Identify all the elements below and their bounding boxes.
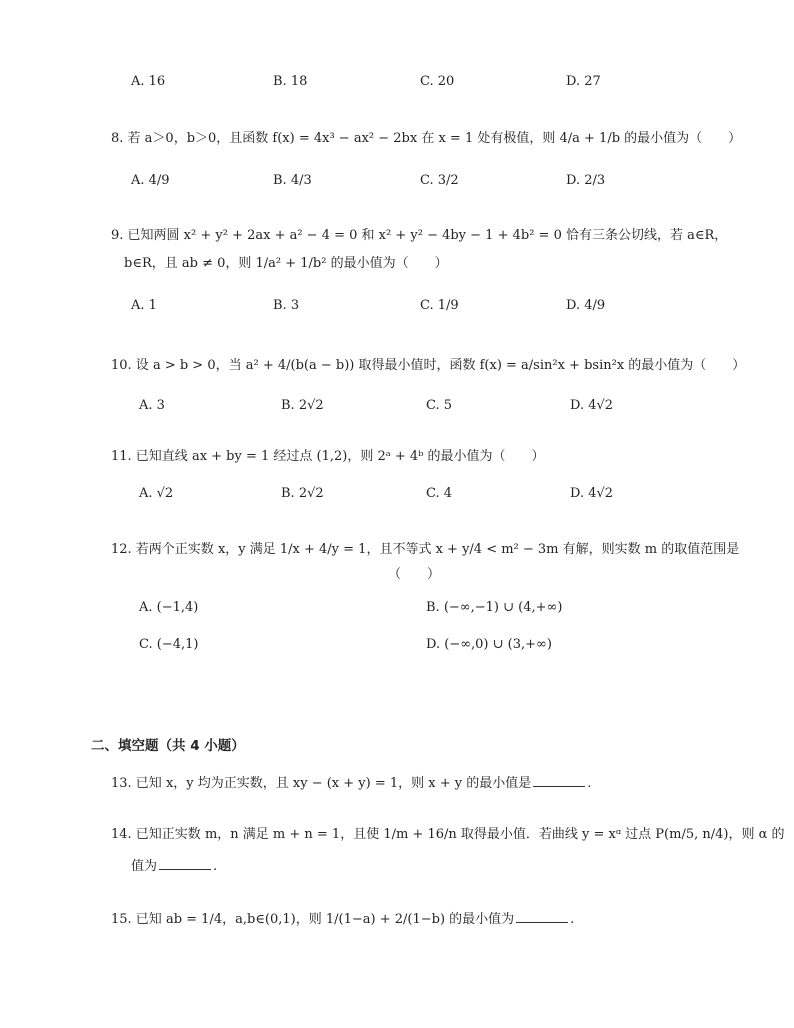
q9-option-b[interactable]: B. 3 [273,298,300,313]
q11-stem: 11. 已知直线 ax + by = 1 经过点 (1,2)，则 2ᵃ + 4ᵇ 的最小值为（ ） [111,449,545,464]
section-title-fill-in: 二、填空题（共 4 小题） [91,738,245,754]
q13-stem [111,774,591,793]
q12-stem-line2: （ ） [388,567,441,582]
q11-option-b[interactable]: B. 2√2 [281,486,324,501]
q9-stem-line1: 9. 已知两圆 x² + y² + 2ax + a² − 4 = 0 和 x² + y² − 4by − 1 + 4b² = 0 恰有三条公切线，若 a∈R， [111,228,728,243]
q14-end: . [213,859,218,874]
q11-option-a[interactable]: A. √2 [139,486,174,501]
q8-stem: 8. 若 a＞0，b＞0，且函数 f(x) = 4x³ − ax² − 2bx 在 x = 1 处有极值，则 4/a + 1/b 的最小值为（ ） [111,131,742,146]
q15-end: . [570,912,575,927]
q14-stem-line1: 14. 已知正实数 m，n 满足 m + n = 1，且使 1/m + 16/n 取得最小值．若曲线 y = xᵅ 过点 P(m/5, n/4)，则 α 的 [111,827,785,842]
q7-option-c[interactable]: C. 20 [420,74,455,89]
q13-text: 13. 已知 x，y 均为正实数，且 xy − (x + y) = 1，则 x + y 的最小值是 [111,776,532,791]
q9-stem-line2: b∈R，且 ab ≠ 0，则 1/a² + 1/b² 的最小值为（ ） [124,256,448,271]
q9-option-a[interactable]: A. 1 [131,298,157,313]
q10-stem: 10. 设 a > b > 0，当 a² + 4/(b(a − b)) 取得最小值时，函数 f(x) = a/sin²x + bsin²x 的最小值为（ ） [111,358,746,373]
q12-stem-line1: 12. 若两个正实数 x，y 满足 1/x + 4/y = 1，且不等式 x + y/4 < m² − 3m 有解，则实数 m 的取值范围是 [111,542,740,557]
q10-option-a[interactable]: A. 3 [139,398,165,413]
q14-line2-text: 值为 [131,859,158,874]
q12-option-a[interactable]: A. (−1,4) [139,600,199,615]
q10-option-c[interactable]: C. 5 [426,398,453,413]
q8-option-a[interactable]: A. 4/9 [131,173,170,188]
q7-option-b[interactable]: B. 18 [273,74,308,89]
q13-answer-blank[interactable] [533,774,585,787]
q13-end: . [587,776,592,791]
q15-text: 15. 已知 ab = 1/4，a,b∈(0,1)，则 1/(1−a) + 2/(1−b) 的最小值为 [111,912,515,927]
q10-option-b[interactable]: B. 2√2 [281,398,324,413]
q8-option-d[interactable]: D. 2/3 [566,173,606,188]
q7-option-a[interactable]: A. 16 [131,74,166,89]
q14-stem-line2 [131,857,217,876]
q9-option-d[interactable]: D. 4/9 [566,298,606,313]
q10-option-d[interactable]: D. 4√2 [570,398,614,413]
q8-option-c[interactable]: C. 3/2 [420,173,459,188]
q11-option-c[interactable]: C. 4 [426,486,453,501]
q12-option-d[interactable]: D. (−∞,0) ∪ (3,+∞) [426,637,552,652]
q9-option-c[interactable]: C. 1/9 [420,298,459,313]
q14-answer-blank[interactable] [159,857,211,870]
q7-option-d[interactable]: D. 27 [566,74,601,89]
q8-option-b[interactable]: B. 4/3 [273,173,312,188]
q12-option-b[interactable]: B. (−∞,−1) ∪ (4,+∞) [426,600,563,615]
q15-stem [111,910,574,929]
q11-option-d[interactable]: D. 4√2 [570,486,614,501]
q12-option-c[interactable]: C. (−4,1) [139,637,199,652]
q15-answer-blank[interactable] [516,910,568,923]
